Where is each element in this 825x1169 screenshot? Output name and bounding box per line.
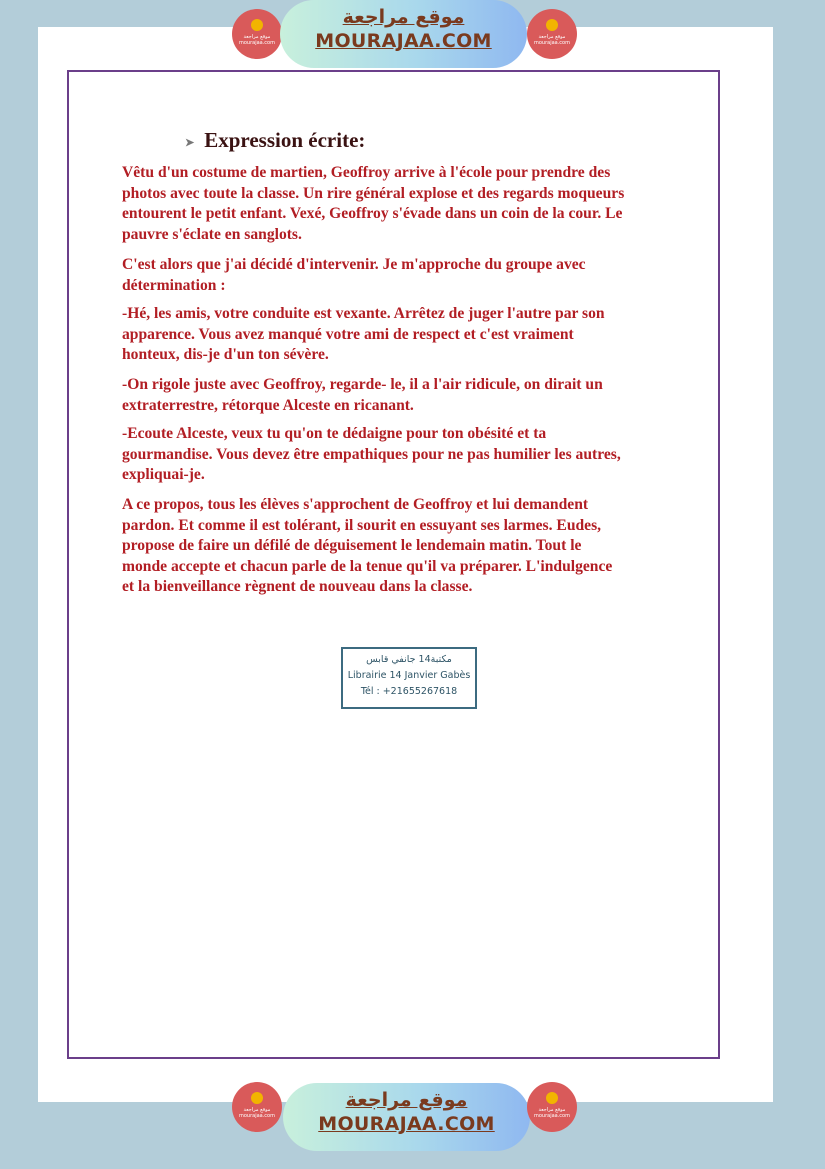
paragraph-1 — [122, 163, 682, 245]
book-icon — [546, 19, 558, 31]
paragraph-6 — [122, 495, 682, 598]
site-logo-right-bottom[interactable] — [527, 1082, 577, 1132]
text-line: A ce propos, tous les élèves s'approchent de Geoffroy et lui demandent — [122, 496, 589, 513]
banner-arabic: موقع مراجعة — [342, 6, 465, 28]
text-line: apparence. Vous avez manqué votre ami de respect et c'est vraiment — [122, 325, 574, 343]
text-line: propose de faire un défilé de déguisement le lendemain matin. Tout le — [122, 537, 582, 555]
stamp-phone: Tél : +21655267618 — [360, 686, 458, 697]
bookshop-stamp — [341, 647, 477, 709]
logo-text: موقع مراجعة mourajaa.com — [238, 34, 275, 46]
text-line: C'est alors que j'ai décidé d'intervenir. Je m'approche du groupe avec — [122, 256, 586, 273]
bullet-arrow-icon: ➤ — [185, 136, 195, 149]
book-icon — [251, 19, 263, 31]
text-line: monde accepte et chacun parle de la tenue qu'il va préparer. L'indulgence — [122, 557, 613, 575]
banner-site[interactable]: MOURAJAA.COM — [318, 1113, 495, 1135]
text-line: -Ecoute Alceste, veux tu qu'on te dédaigne pour ton obésité et ta — [122, 425, 547, 442]
text-line: extraterrestre, rétorque Alceste en ricanant. — [122, 396, 414, 414]
stamp-name: Librairie 14 Janvier Gabès — [347, 670, 471, 681]
site-logo-right[interactable] — [527, 9, 577, 59]
site-banner-bottom[interactable] — [283, 1083, 530, 1151]
text-line: gourmandise. Vous devez être empathiques pour ne pas humilier les autres, — [122, 445, 621, 463]
banner-site[interactable]: MOURAJAA.COM — [315, 30, 492, 52]
paragraph-3 — [122, 304, 682, 366]
text-line: honteux, dis-je d'un ton sévère. — [122, 346, 329, 364]
paragraph-4 — [122, 375, 682, 416]
logo-text: موقع مراجعة mourajaa.com — [238, 1107, 275, 1119]
text-line: détermination : — [122, 276, 226, 294]
book-icon — [251, 1092, 263, 1104]
site-logo-left[interactable] — [232, 9, 282, 59]
site-logo-left-bottom[interactable] — [232, 1082, 282, 1132]
text-line: expliquai-je. — [122, 466, 205, 484]
paragraph-5 — [122, 424, 682, 486]
logo-text: موقع مراجعة mourajaa.com — [533, 1107, 570, 1119]
text-line: photos avec toute la classe. Un rire général explose et des regards moqueurs — [122, 184, 625, 202]
text-line: pauvre s'éclate en sanglots. — [122, 225, 302, 243]
banner-arabic: موقع مراجعة — [345, 1089, 468, 1111]
text-line: entourent le petit enfant. Vexé, Geoffroy s'évade dans un coin de la cour. Le — [122, 205, 623, 223]
text-line: pardon. Et comme il est tolérant, il sourit en essuyant ses larmes. Eudes, — [122, 516, 602, 534]
text-line: Vêtu d'un costume de martien, Geoffroy arrive à l'école pour prendre des — [122, 164, 611, 181]
text-line: -On rigole juste avec Geoffroy, regarde- le, il a l'air ridicule, on dirait un — [122, 376, 603, 393]
paragraph-2 — [122, 255, 682, 296]
section-title — [185, 128, 365, 153]
stamp-arabic: مكتبة14 جانفي قابس — [366, 654, 452, 665]
site-banner-top[interactable] — [280, 0, 527, 68]
book-icon — [546, 1092, 558, 1104]
text-line: et la bienveillance règnent de nouveau dans la classe. — [122, 578, 473, 596]
logo-text: موقع مراجعة mourajaa.com — [533, 34, 570, 46]
title-text: Expression écrite: — [204, 128, 366, 152]
text-line: -Hé, les amis, votre conduite est vexante. Arrêtez de juger l'autre par son — [122, 305, 605, 322]
